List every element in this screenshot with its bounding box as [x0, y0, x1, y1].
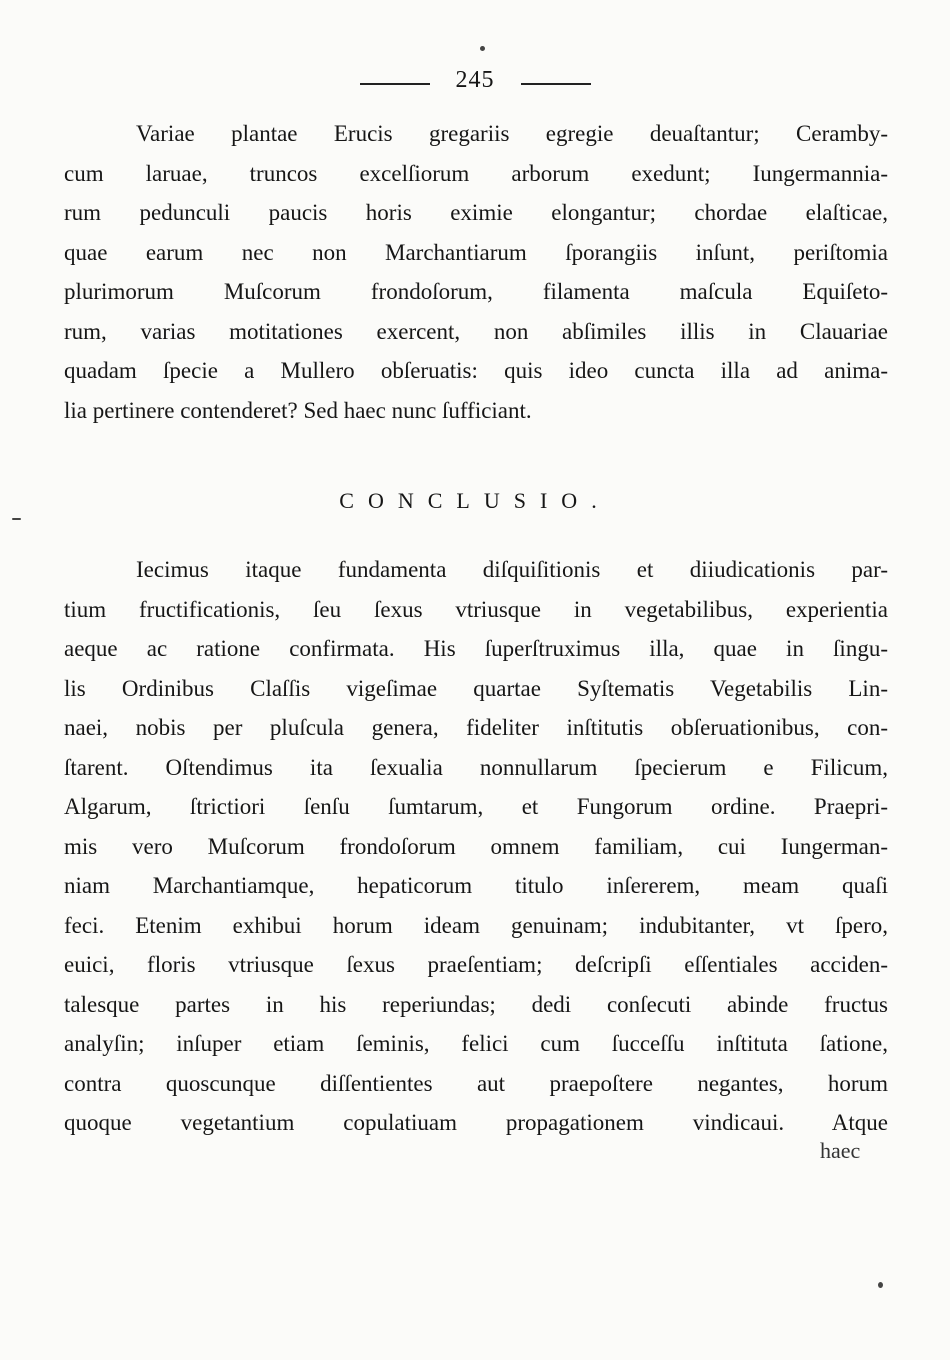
text-line: cum laruae, truncos excelſiorum arborum exedunt; Iungermannia- — [64, 160, 888, 186]
text-line: Algarum, ſtrictiori ſenſu ſumtarum, et Fungorum ordine. Praepri- — [64, 794, 888, 819]
paragraph-2 — [64, 550, 888, 1143]
text-line: lis Ordinibus Claſſis vigeſimae quartae Syſtematis Vegetabilis Lin- — [64, 675, 888, 701]
text-line: Iecimus itaque fundamenta diſquiſitionis et diiudicationis par- — [136, 557, 888, 582]
text-line: tium fructificationis, ſeu ſexus vtriusque in vegetabilibus, experientia — [64, 596, 888, 622]
text-line: euici, floris vtriusque ſexus praeſentiam; deſcripſi eſſentiales acciden- — [64, 952, 888, 977]
text-line: quae earum nec non Marchantiarum ſporangiis inſunt, periſtomia — [64, 239, 888, 265]
text-line: niam Marchantiamque, hepaticorum titulo inſererem, meam quaſi — [64, 873, 888, 898]
page-header — [0, 62, 950, 98]
text-line: rum, varias motitationes exercent, non abſimiles illis in Clauariae — [64, 318, 888, 344]
page-number: 245 — [455, 66, 495, 93]
text-line: ſtarent. Oſtendimus ita ſexualia nonnullarum ſpecierum e Filicum, — [64, 754, 888, 780]
text-line: quoque vegetantium copulatiuam propagationem vindicaui. Atque — [64, 1110, 888, 1135]
text-line: feci. Etenim exhibui horum ideam genuinam; indubitanter, vt ſpero, — [64, 912, 888, 938]
text-line: aeque ac ratione confirmata. His ſuperſtruximus illa, quae in ſingu- — [64, 636, 888, 661]
text-line: contra quoscunque diſſentientes aut praepoſtere negantes, horum — [64, 1070, 888, 1096]
ink-speck — [12, 518, 21, 520]
section-heading: CONCLUSIO. — [339, 488, 611, 513]
text-line: naei, nobis per pluſcula genera, fideliter inſtitutis obſeruationibus, con- — [64, 715, 888, 740]
text-line: rum pedunculi paucis horis eximie elongantur; chordae elaſticae, — [64, 200, 888, 225]
text-line: talesque partes in his reperiundas; dedi conſecuti abinde fructus — [64, 991, 888, 1017]
text-line: lia pertinere contenderet? Sed haec nunc ſufficiant. — [64, 397, 532, 423]
text-line: quadam ſpecie a Mullero obſeruatis: quis ideo cuncta illa ad anima- — [64, 358, 888, 383]
header-rule-left — [360, 83, 430, 85]
ink-speck — [878, 1282, 883, 1288]
text-line: Variae plantae Erucis gregariis egregie deuaſtantur; Ceramby- — [136, 121, 888, 146]
catchword: haec — [820, 1138, 861, 1163]
text-line: plurimorum Muſcorum frondoſorum, filamenta maſcula Equiſeto- — [64, 279, 888, 304]
text-line: mis vero Muſcorum frondoſorum omnem familiam, cui Iungerman- — [64, 833, 888, 859]
text-line: analyſin; inſuper etiam ſeminis, felici cum ſucceſſu inſtituta ſatione, — [64, 1031, 888, 1056]
header-rule-right — [521, 83, 591, 85]
ink-speck — [480, 46, 485, 51]
paragraph-1 — [64, 114, 888, 430]
